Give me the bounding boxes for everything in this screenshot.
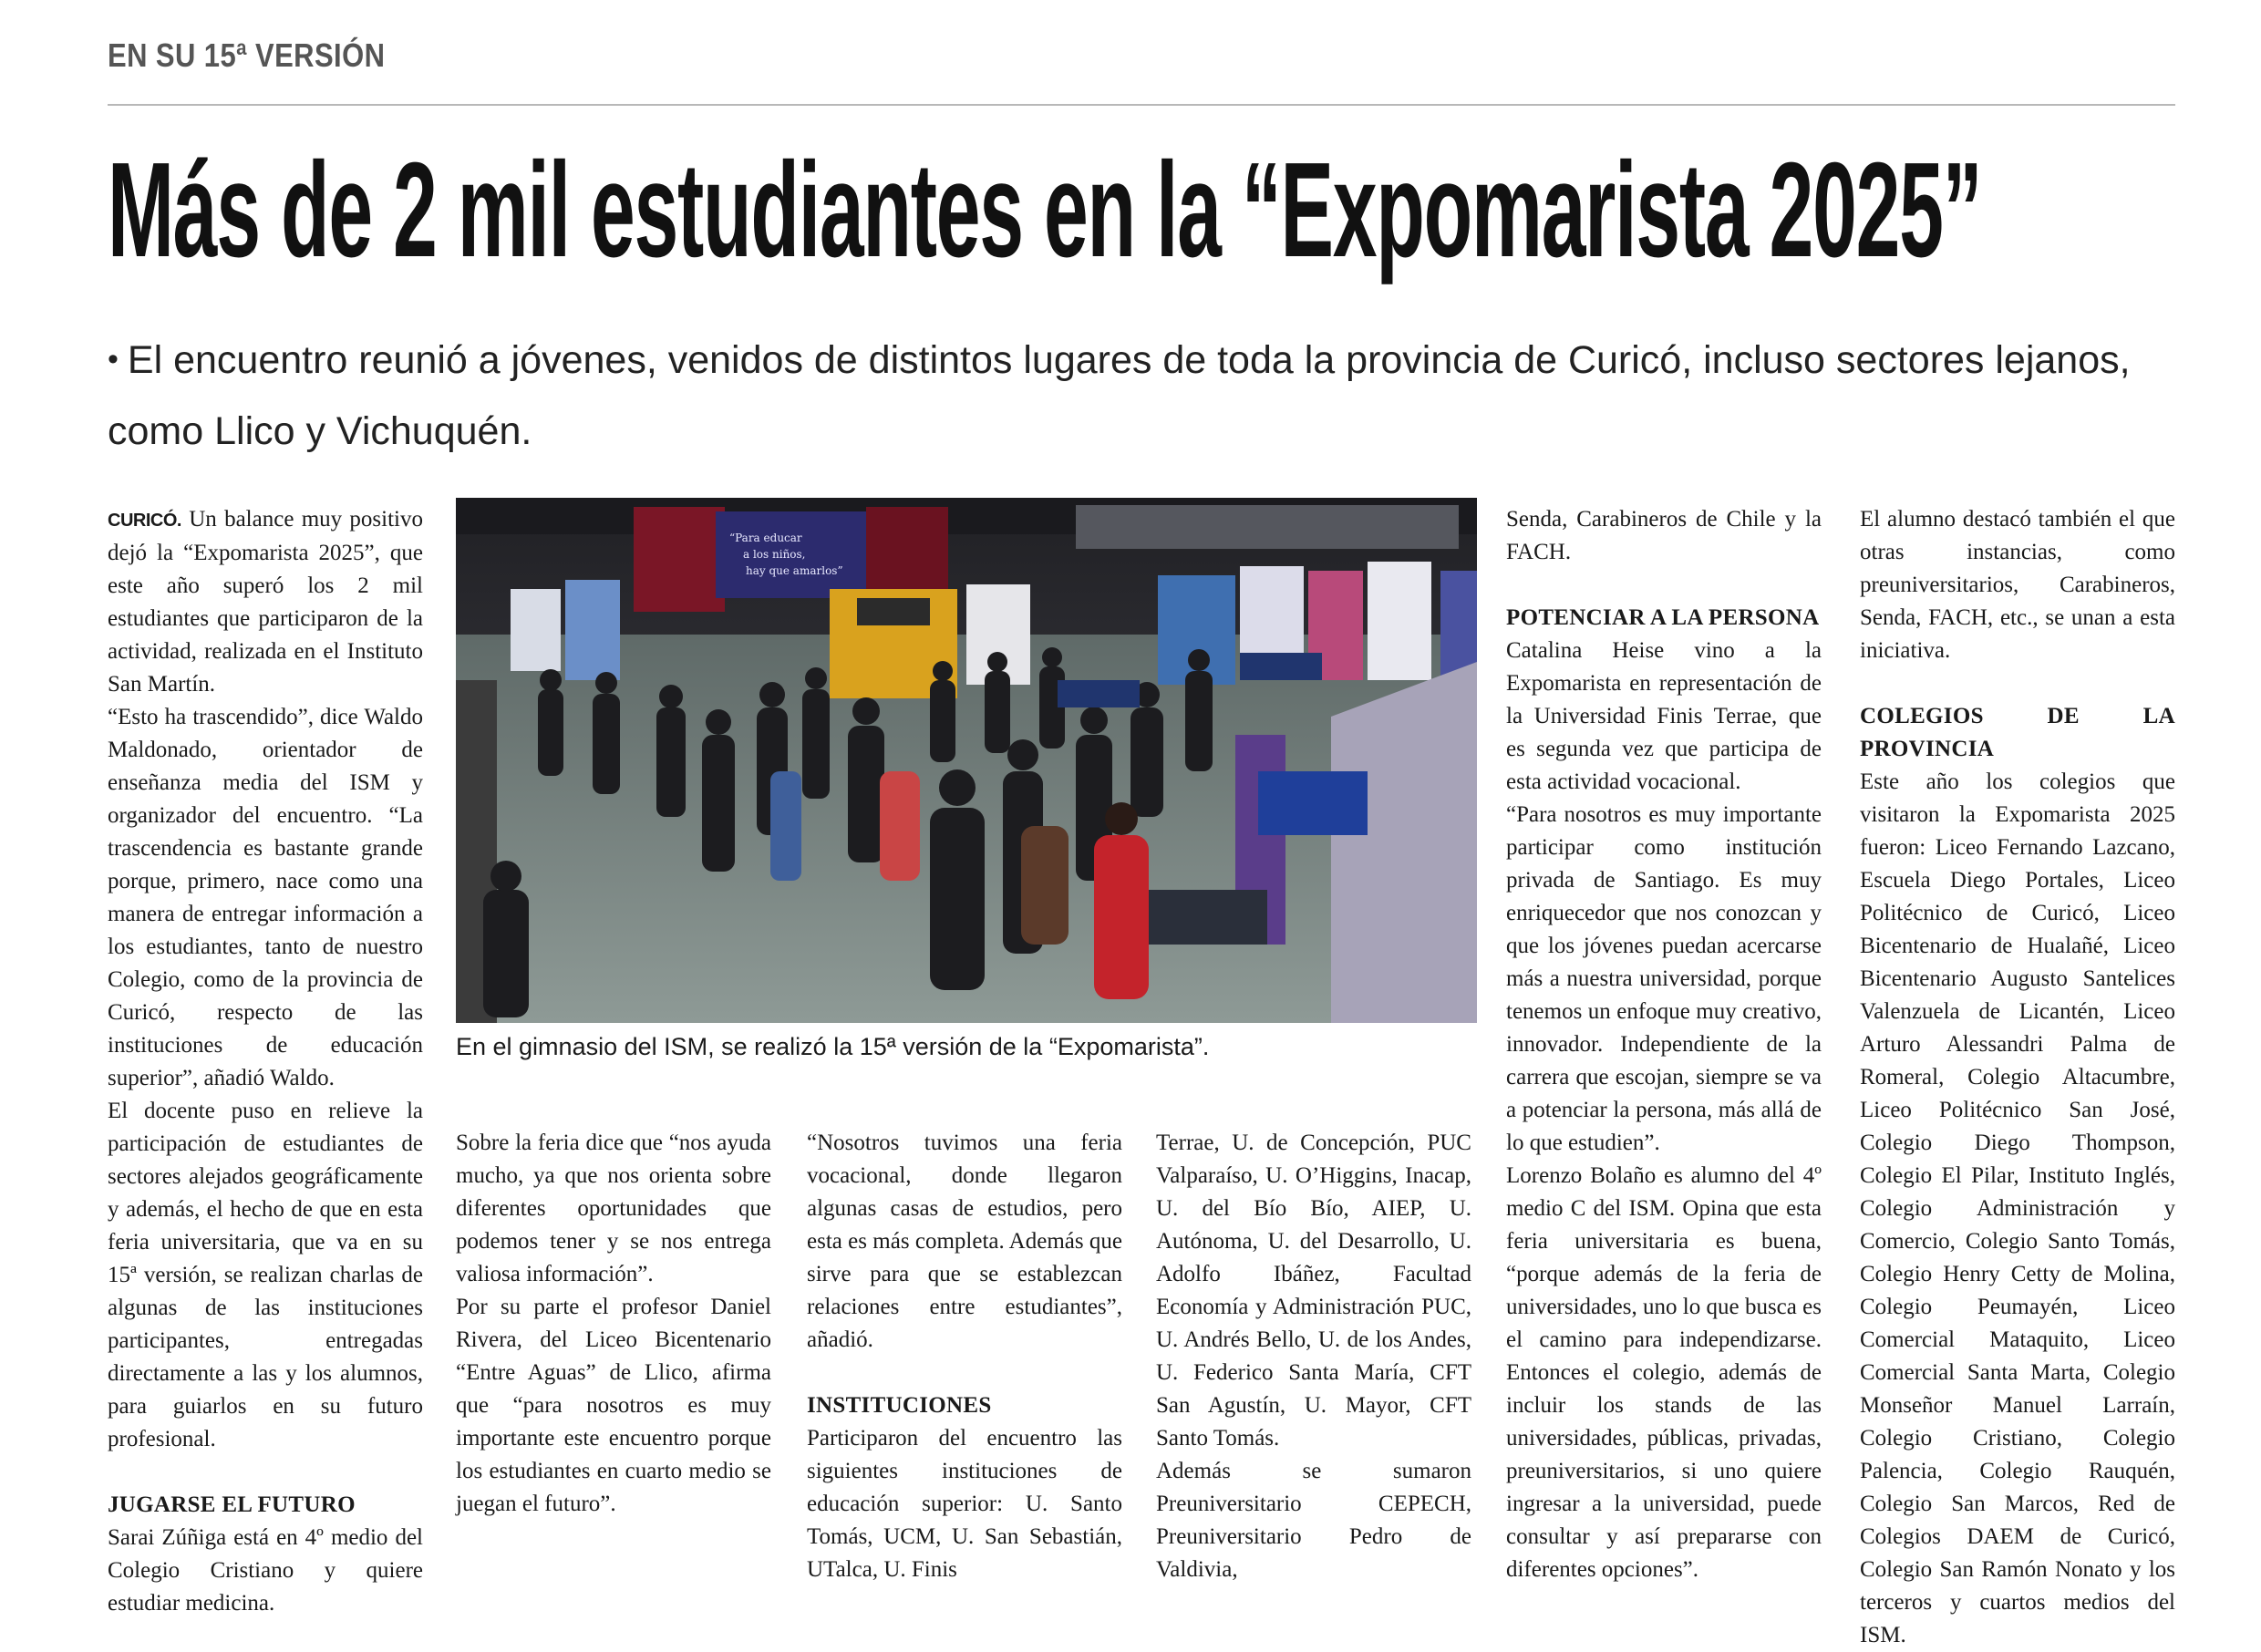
subheading-jugarse: JUGARSE EL FUTURO bbox=[108, 1492, 356, 1517]
column-5-paragraph-1: Senda, Carabineros de Chile y la FACH. bbox=[1506, 507, 1822, 564]
gymnasium-scene-image bbox=[456, 498, 1477, 1023]
column-2-paragraph-1: Sobre la feria dice que “nos ayuda mucho, ya que nos orienta sobre diferentes oportunidades que podemos tener y se nos entrega valiosa información”. bbox=[456, 1131, 771, 1286]
column-5-paragraph-3: “Para nosotros es muy importante participar como institución privada de Santiago. Es muy enriquecedor que nos conozcan y que los jóvenes puedan acercarse más a nuestra universidad, porque tenemos un enfoque muy creativo, innovador. Independiente de la carrera que escojan, siempre se va a potenciar la persona, más allá de lo que estudien”. bbox=[1506, 802, 1822, 1155]
column-4-paragraph-1: Terrae, U. de Concepción, PUC Valparaíso, U. O’Higgins, Inacap, U. del Bío Bío, AIEP, U. Autónoma, U. del Desarrollo, U. Adolfo Ibáñez, Facultad Economía y Administración PUC, U. Andrés Bello, U. de los Andes, U. Federico Santa María, CFT San Agustín, U. Mayor, CFT Santo Tomás. bbox=[1156, 1131, 1471, 1451]
header-rule bbox=[108, 104, 2175, 106]
column-4-paragraph-2: Además se sumaron Preuniversitario CEPECH, Preuniversitario Pedro de Valdivia, bbox=[1156, 1459, 1471, 1582]
spacer bbox=[1506, 569, 1822, 602]
svg-text:a los niños,: a los niños, bbox=[743, 548, 806, 561]
column-2 bbox=[456, 1127, 771, 1521]
column-5 bbox=[1506, 503, 1822, 1586]
photo-caption: En el gimnasio del ISM, se realizó la 15ª versión de la “Expomarista”. bbox=[456, 1033, 1210, 1060]
column-1-paragraph-3: El docente puso en relieve la participación de estudiantes de sectores alejados geográficamente y además, el hecho de que en esta feria universitaria, que va en su 15ª versión, se realizan charlas de algunas de las instituciones participantes, entregadas directamente a las y los alumnos, para guiarlos en su futuro profesional. bbox=[108, 1099, 423, 1451]
svg-text:hay que amarlos”: hay que amarlos” bbox=[746, 564, 843, 577]
spacer bbox=[108, 1456, 423, 1489]
column-1 bbox=[108, 503, 423, 1620]
section-kicker: EN SU 15ª VERSIÓN bbox=[108, 36, 386, 74]
subheading-potenciar: POTENCIAR A LA PERSONA bbox=[1506, 605, 1820, 630]
subheading-instituciones: INSTITUCIONES bbox=[807, 1393, 992, 1418]
column-1-paragraph-2: “Esto ha trascendido”, dice Waldo Maldonado, orientador de enseñanza media del ISM y organizador del encuentro. “La trascendencia es bastante grande porque, primero, nace como una manera de entregar información a los estudiantes, tanto de nuestro Colegio, como de la provincia de Curicó, respecto de las instituciones de educación superior”, añadió Waldo. bbox=[108, 705, 423, 1090]
column-2-paragraph-2: Por su parte el profesor Daniel Rivera, del Liceo Bicentenario “Entre Aguas” de Llico, afirma que “para nosotros es muy importante este encuentro porque los estudiantes en cuarto medio se juegan el futuro”. bbox=[456, 1295, 771, 1516]
column-1-paragraph-1 bbox=[108, 503, 423, 701]
event-photo bbox=[456, 498, 1477, 1023]
column-5-paragraph-2: Catalina Heise vino a la Expomarista en representación de la Universidad Finis Terrae, que es segunda vez que participa de esta actividad vocacional. bbox=[1506, 638, 1822, 794]
deck-bullet: • bbox=[108, 342, 119, 377]
deck bbox=[108, 326, 2177, 466]
deck-text: El encuentro reunió a jóvenes, venidos de distintos lugares de toda la provincia de Curicó, incluso sectores lejanos, como Llico y Vichuquén. bbox=[108, 338, 2131, 453]
photo-sign-text: “Para educar bbox=[729, 532, 802, 544]
column-6 bbox=[1860, 503, 2175, 1652]
column-6-paragraph-2: Este año los colegios que visitaron la Expomarista 2025 fueron: Liceo Fernando Lazcano, Escuela Diego Portales, Liceo Politécnico de Curicó, Liceo Bicentenario de Hualañé, Liceo Bicentenario Augusto Santelices Valenzuela de Licantén, Liceo Arturo Alessandri Palma de Romeral, Colegio Altacumbre, Liceo Politécnico San José, Colegio Diego Thompson, Colegio El Pilar, Instituto Inglés, Colegio Administración y Comercio, Colegio Santo Tomás, Colegio Henry Cetty de Molina, Colegio Peumayén, Liceo Comercial Mataquito, Liceo Comercial Santa Marta, Colegio Monseñor Manuel Larraín, Colegio Cristiano, Colegio Palencia, Colegio Rauquén, Colegio San Marcos, Red de Colegios DAEM de Curicó, Colegio San Ramón Nonato y los terceros y cuartos medios del ISM. bbox=[1860, 769, 2175, 1647]
column-4 bbox=[1156, 1127, 1471, 1586]
spacer bbox=[1860, 667, 2175, 700]
column-1-paragraph-1-text: Un balance muy positivo dejó la “Expomarista 2025”, que este año superó los 2 mil estudiantes que participaron de la actividad, realizada en el Instituto San Martín. bbox=[108, 507, 424, 697]
column-3-paragraph-2: Participaron del encuentro las siguientes instituciones de educación superior: U. Santo Tomás, UCM, U. San Sebastián, UTalca, U. Finis bbox=[807, 1426, 1122, 1582]
spacer bbox=[807, 1357, 1122, 1389]
column-1-paragraph-4: Sarai Zúñiga está en 4º medio del Colegio Cristiano y quiere estudiar medicina. bbox=[108, 1525, 423, 1616]
column-5-paragraph-4: Lorenzo Bolaño es alumno del 4º medio C del ISM. Opina que esta feria universitaria es buena, “porque además de la feria de universidades, uno lo que busca es el camino para independizarse. Entonces el colegio, además de incluir los stands de las universidades, públicas, privadas, preuniversitarios, si uno quiere ingresar a la universidad, puede consultar y así prepararse con diferentes opciones”. bbox=[1506, 1163, 1822, 1582]
headline: Más de 2 mil estudiantes en la “Expomarista 2025” bbox=[108, 135, 1982, 285]
column-6-paragraph-1: El alumno destacó también el que otras instancias, como preuniversitarios, Carabineros, Senda, FACH, etc., se unan a esta iniciativa. bbox=[1860, 507, 2175, 663]
column-3 bbox=[807, 1127, 1122, 1586]
subheading-colegios: COLEGIOS DE LA PROVINCIA bbox=[1860, 704, 2175, 761]
dateline: CURICÓ. bbox=[108, 511, 181, 531]
column-3-paragraph-1: “Nosotros tuvimos una feria vocacional, donde llegaron algunas casas de estudios, pero esta es más completa. Además que sirve para que se establezcan relaciones entre estudiantes”, añadió. bbox=[807, 1131, 1122, 1352]
